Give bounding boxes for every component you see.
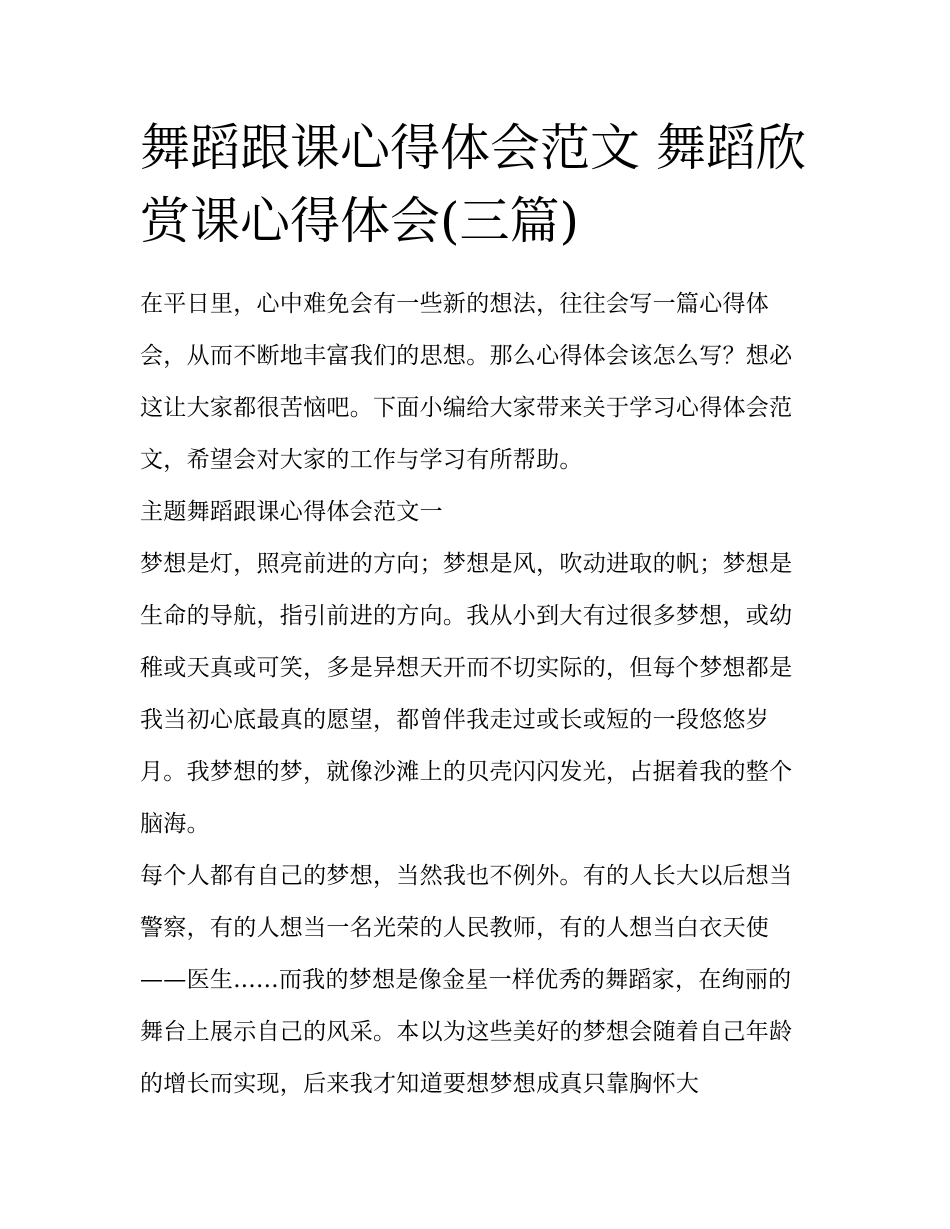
document-body bbox=[140, 112, 812, 1110]
intro-paragraph: 在平日里，心中难免会有一些新的想法，往往会写一篇心得体会，从而不断地丰富我们的思想。那么心得体会该怎么写？想必这让大家都很苦恼吧。下面小编给大家带来关于学习心得体会范文，希望会对大家的工作与学习有所帮助。 bbox=[140, 291, 793, 473]
document-title: 舞蹈跟课心得体会范文 舞蹈欣赏课心得体会(三篇) bbox=[140, 119, 806, 250]
section-heading: 主题舞蹈跟课心得体会范文一 bbox=[140, 499, 443, 525]
body-paragraph-2: 每个人都有自己的梦想，当然我也不例外。有的人长大以后想当警察，有的人想当一名光荣的人民教师，有的人想当白衣天使——医生......而我的梦想是像金星一样优秀的舞蹈家，在绚丽的舞台上展示自己的风采。本以为这些美好的梦想会随着自己年龄的增长而实现，后来我才知道要想梦想成真只靠胸怀大 bbox=[140, 863, 793, 1097]
body-paragraph-1: 梦想是灯，照亮前进的方向；梦想是风，吹动进取的帆；梦想是生命的导航，指引前进的方向。我从小到大有过很多梦想，或幼稚或天真或可笑，多是异想天开而不切实际的，但每个梦想都是我当初心底最真的愿望，都曾伴我走过或长或短的一段悠悠岁月。我梦想的梦，就像沙滩上的贝壳闪闪发光，占据着我的整个脑海。 bbox=[140, 551, 793, 837]
